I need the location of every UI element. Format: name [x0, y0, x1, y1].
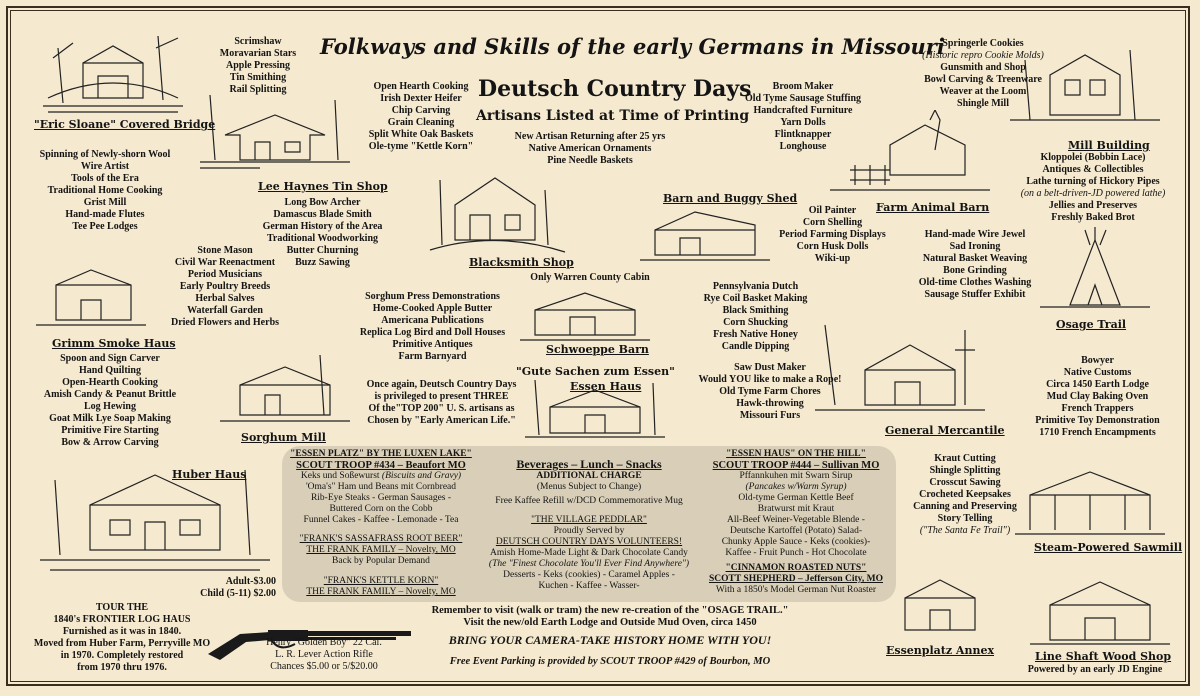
covered-bridge-illustration [38, 28, 188, 118]
caption-tin-shop: Lee Haynes Tin Shop [258, 180, 388, 193]
food-column-right: "ESSEN HAUS" ON THE HILL" SCOUT TROOP #444 – Sullivan MO Pffannkuhen mit Swarn Sirup (Pancakes w/Warm Syrup) Old-tyme German Kettle Beef Bratwurst mit Kraut All-Beef Weiner-Vegetable Blende - Deutsche Kartoffel (Potato) Salad- Chunky Apple Sauce - Keks (cookies)- Kaffee - Fruit Punch - Hot Chocolate "CINNAMON ROASTED NUTS" SCOTT SHEPHERD – Jefferson City, MO With a 1850's Model German Nut Roaster [709, 449, 883, 595]
list-bowyer: Bowyer Native Customs Circa 1450 Earth Lodge Mud Clay Baking Oven French Trappers Primitive Toy Demonstration 1710 French Encampments [1035, 355, 1160, 438]
steam-sawmill-illustration [1015, 460, 1165, 545]
list-saw-dust: Saw Dust Maker Would YOU like to make a Rope! Old Tyme Farm Chores Hawk-throwing Missouri Furs [698, 362, 842, 421]
caption-essenplatz-annex: Essenplatz Annex [886, 644, 995, 657]
schwoeppe-barn-illustration [520, 285, 650, 345]
caption-grimm-smoke-haus: Grimm Smoke Haus [52, 337, 176, 350]
footer-parking: Free Event Parking is provided by SCOUT TROOP #429 of Bourbon, MO [449, 656, 771, 667]
tagline: Artisans Listed at Time of Printing [476, 108, 750, 124]
list-center-2: New Artisan Returning after 25 yrs Native American Ornaments Pine Needle Baskets [514, 131, 666, 166]
caption-huber-haus: Huber Haus [172, 468, 247, 481]
food-column-left: "ESSEN PLATZ" BY THE LUXEN LAKE" SCOUT TROOP #434 – Beaufort MO Keks und Soßewurst (Biscuits and Gravy) 'Oma's" Ham und Beans mit Cornbread Rib-Eye Steaks - German Sausages - Buttered Corn on the Cobb Funnel Cakes - Kaffee - Lemonade - Tea "FRANK'S SASSAFRASS ROOT BEER" THE FRANK FAMILY – Novelty, MO Back by Popular Demand "FRANK'S KETTLE KORN" THE FRANK FAMILY – Novelty, MO [290, 449, 472, 597]
caption-schwoeppe-barn: Schwoeppe Barn [546, 343, 649, 356]
caption-sorghum-mill: Sorghum Mill [241, 431, 326, 444]
list-center-1: Open Hearth Cooking Irish Dexter Heifer Chip Carving Grain Cleaning Split White Oak Baskets Ole-tyme "Kettle Korn" [368, 81, 474, 152]
tour-text: TOUR THE 1840's FRONTIER LOG HAUS Furnished as it was in 1840. Moved from Huber Farm, Perryville MO in 1970. Completely restored from 1970 thru 1976. [33, 602, 211, 673]
essenplatz-annex-illustration [895, 570, 985, 640]
sorghum-mill-illustration [220, 345, 350, 430]
list-oil-painter: Oil Painter Corn Shelling Period Farming Displays Corn Husk Dolls Wiki-up [779, 205, 886, 264]
caption-farm-animal-barn: Farm Animal Barn [876, 201, 990, 214]
caption-barn-buggy-shed: Barn and Buggy Shed [663, 192, 798, 205]
footer-camera: BRING YOUR CAMERA-TAKE HISTORY HOME WITH YOU! [448, 633, 772, 647]
line-shaft-wood-shop-illustration [1030, 570, 1170, 650]
blacksmith-shop-illustration [420, 160, 570, 260]
caption-blacksmith-shop: Blacksmith Shop [469, 256, 574, 269]
list-sorghum: Sorghum Press Demonstrations Home-Cooked Apple Butter Americana Publications Replica Log Bird and Doll Houses Primitive Antiques Farm Barnyard [359, 291, 506, 362]
food-column-center: Beverages – Lunch – Snacks ADDITIONAL CHARGE (Menus Subject to Change) Free Kaffee Refill w/DCD Commemorative Mug "THE VILLAGE PEDDLAR" Proudly Served by DEUTSCH COUNTRY DAYS VOLUNTEERS! Amish Home-Made Light & Dark Chocolate Candy (The "Finest Chocolate You'll Ever Find Anywhere") Desserts - Keks (cookies) - Caramel Apples - Kuchen - Kaffee - Wasser- [488, 457, 690, 591]
line-shaft-subtitle: Powered by an early JD Engine [1027, 664, 1163, 675]
caption-essen-title: "Gute Sachen zum Essen" [516, 365, 675, 378]
barn-buggy-shed-illustration [640, 200, 770, 270]
list-far-right-top: Springerle Cookies (Historic repro Cookie Molds) Gunsmith and Shop Bowl Carving & Treenware Weaver at the Loom Shingle Mill [922, 38, 1044, 109]
page-title: Folkways and Skills of the early Germans in Missouri [320, 34, 945, 59]
once-again-text: Once again, Deutsch Country Days is privileged to present THREE Of the"TOP 200" U. S. artisans as Chosen by "Early American Life." [366, 379, 517, 426]
event-name: Deutsch Country Days [478, 76, 752, 102]
tin-shop-illustration [200, 90, 350, 180]
only-warren-text: Only Warren County Cabin [530, 272, 650, 283]
list-right-top: Broom Maker Old Tyme Sausage Stuffing Handcrafted Furniture Yarn Dolls Flintknapper Longhouse [744, 81, 862, 152]
footer-osage: Remember to visit (walk or tram) the new re-creation of the "OSAGE TRAIL." Visit the new/old Earth Lodge and Outside Mud Oven, circa 1450 [431, 605, 789, 628]
caption-osage-trail: Osage Trail [1056, 318, 1127, 331]
list-top-center-left: Scrimshaw Moravarian Stars Apple Pressing Tin Smithing Rail Splitting [219, 36, 297, 95]
list-blacksmith: Long Bow Archer Damascus Blade Smith German History of the Area Traditional Woodworking Butter Churning Buzz Sawing [262, 197, 383, 268]
list-spoon-carver: Spoon and Sign Carver Hand Quilting Open-Hearth Cooking Amish Candy & Peanut Brittle Log Hewing Goat Milk Lye Soap Making Primitive Fire Starting Bow & Arrow Carving [43, 353, 177, 448]
tour-prices: Adult-$3.00 Child (5-11) $2.00 [200, 576, 276, 599]
list-mill-building: Kloppolei (Bobbin Lace) Antiques & Collectibles Lathe turning of Hickory Pipes (on a belt-driven-JD powered lathe) Jellies and Preserves Freshly Baked Brot [1020, 152, 1166, 223]
list-left-1: Spinning of Newly-shorn Wool Wire Artist Tools of the Era Traditional Home Cooking Grist Mill Hand-made Flutes Tee Pee Lodges [39, 149, 171, 232]
caption-covered-bridge: "Eric Sloane" Covered Bridge [34, 118, 216, 131]
caption-essen-haus: Essen Haus [570, 380, 642, 393]
rifle-raffle-text: Henry "Golden Boy" 22 Cal. L. R. Lever Action Rifle Chances $5.00 or 5/$20.00 [266, 637, 382, 672]
osage-trail-illustration [1040, 225, 1150, 315]
list-hand-made: Hand-made Wire Jewel Sad Ironing Natural Basket Weaving Bone Grinding Old-time Clothes Washing Sausage Stuffer Exhibit [918, 229, 1032, 300]
caption-line-shaft-wood-shop: Line Shaft Wood Shop [1035, 650, 1172, 663]
caption-mill-building: Mill Building [1068, 139, 1150, 152]
list-pennsylvania: Pennsylvania Dutch Rye Coil Basket Making Black Smithing Corn Shucking Fresh Native Honey Candle Dipping [703, 281, 808, 352]
caption-general-mercantile: General Mercantile [885, 424, 1005, 437]
list-stone-mason: Stone Mason Civil War Reenactment Period Musicians Early Poultry Breeds Herbal Salves Waterfall Garden Dried Flowers and Herbs [170, 245, 280, 328]
list-kraut: Kraut Cutting Shingle Splitting Crosscut Sawing Crocheted Keepsakes Canning and Preserving Story Telling ("The Santa Fe Trail") [913, 453, 1017, 536]
grimm-smoke-haus-illustration [36, 255, 146, 335]
caption-steam-sawmill: Steam-Powered Sawmill [1034, 541, 1183, 554]
